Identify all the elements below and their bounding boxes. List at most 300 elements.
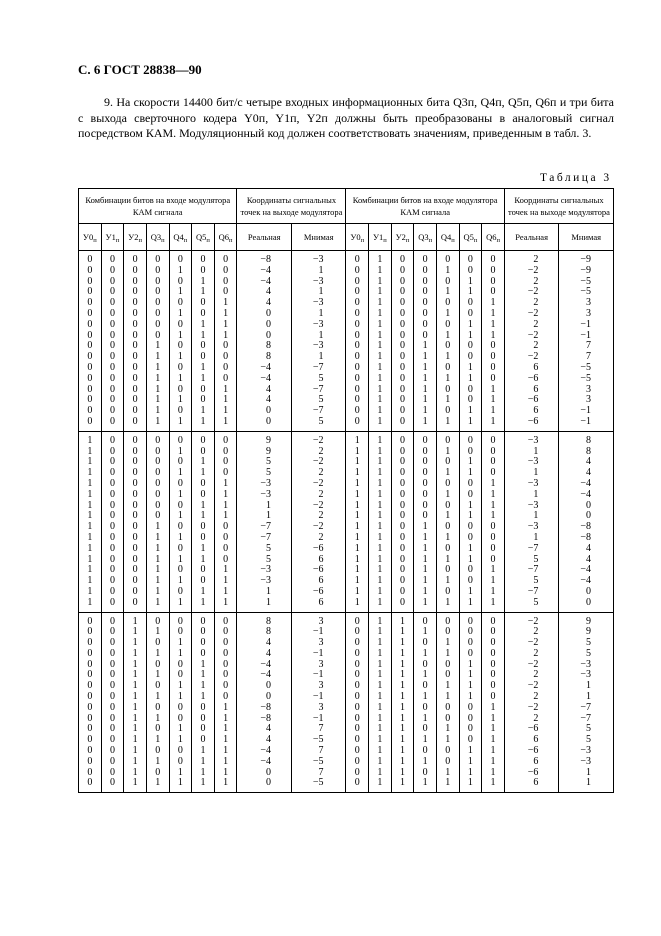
imag-cell: −1 bbox=[559, 406, 614, 417]
bit-cell: 0 bbox=[79, 395, 102, 406]
bit-cell: 1 bbox=[369, 309, 392, 320]
bit-cell: 1 bbox=[346, 468, 369, 479]
bit-cell: 0 bbox=[124, 533, 147, 544]
bit-cell: 1 bbox=[214, 331, 237, 342]
imag-cell: 1 bbox=[291, 266, 346, 277]
table-row bbox=[79, 598, 614, 612]
real-cell: −4 bbox=[237, 363, 292, 374]
bit-cell: 1 bbox=[79, 522, 102, 533]
bit-cell: 1 bbox=[192, 746, 215, 757]
bit-cell: 1 bbox=[214, 735, 237, 746]
bit-cell: 1 bbox=[414, 565, 437, 576]
bit-cell: 0 bbox=[146, 681, 169, 692]
bit-cell: 0 bbox=[391, 277, 414, 288]
bit-cell: 0 bbox=[414, 638, 437, 649]
bit-cell: 1 bbox=[436, 724, 459, 735]
real-cell: 9 bbox=[237, 447, 292, 458]
bit-cell: 0 bbox=[391, 341, 414, 352]
bit-cell: 1 bbox=[414, 555, 437, 566]
imag-cell: −1 bbox=[291, 714, 346, 725]
bit-cell: 0 bbox=[391, 385, 414, 396]
imag-cell: 2 bbox=[291, 533, 346, 544]
bit-cell: 0 bbox=[169, 670, 192, 681]
bit-cell: 1 bbox=[482, 395, 505, 406]
bit-cell: 1 bbox=[192, 406, 215, 417]
real-cell: 5 bbox=[237, 457, 292, 468]
table-row bbox=[79, 266, 614, 277]
bit-cell: 0 bbox=[346, 320, 369, 331]
bit-cell: 0 bbox=[414, 266, 437, 277]
bit-cell: 1 bbox=[436, 638, 459, 649]
real-cell: 4 bbox=[237, 287, 292, 298]
bit-cell: 1 bbox=[391, 681, 414, 692]
bit-cell: 0 bbox=[79, 778, 102, 792]
bit-cell: 1 bbox=[414, 587, 437, 598]
table-row bbox=[79, 544, 614, 555]
table-row bbox=[79, 320, 614, 331]
bit-cell: 0 bbox=[79, 385, 102, 396]
imag-cell: 2 bbox=[291, 511, 346, 522]
bit-cell: 1 bbox=[414, 627, 437, 638]
table-row bbox=[79, 417, 614, 431]
bit-cell: 1 bbox=[346, 511, 369, 522]
bit-cell: 0 bbox=[459, 638, 482, 649]
real-cell: −2 bbox=[504, 266, 559, 277]
imag-cell: 4 bbox=[559, 468, 614, 479]
bit-cell: 0 bbox=[414, 490, 437, 501]
bit-cell: 0 bbox=[101, 703, 124, 714]
real-cell: −2 bbox=[504, 638, 559, 649]
bit-cell: 0 bbox=[482, 649, 505, 660]
bit-cell: 1 bbox=[369, 555, 392, 566]
bit-cell: 1 bbox=[192, 692, 215, 703]
bit-cell: 0 bbox=[169, 251, 192, 266]
bit-cell: 0 bbox=[79, 341, 102, 352]
bit-cell: 1 bbox=[146, 649, 169, 660]
bit-cell: 1 bbox=[146, 363, 169, 374]
bit-cell: 1 bbox=[214, 746, 237, 757]
real-cell: −3 bbox=[504, 431, 559, 446]
bit-col-header-left-4: $Q4_п$ bbox=[169, 224, 192, 251]
bit-cell: 1 bbox=[146, 406, 169, 417]
bit-cell: 0 bbox=[391, 598, 414, 612]
bit-cell: 1 bbox=[214, 757, 237, 768]
bit-cell: 0 bbox=[391, 374, 414, 385]
bit-cell: 1 bbox=[391, 638, 414, 649]
bit-cell: 1 bbox=[482, 587, 505, 598]
bit-cell: 1 bbox=[369, 612, 392, 627]
bit-cell: 0 bbox=[101, 447, 124, 458]
imag-cell: 3 bbox=[559, 395, 614, 406]
bit-cell: 0 bbox=[79, 266, 102, 277]
real-cell: 5 bbox=[237, 468, 292, 479]
bit-cell: 0 bbox=[124, 395, 147, 406]
bit-cell: 0 bbox=[79, 374, 102, 385]
bit-cell: 0 bbox=[391, 522, 414, 533]
bit-cell: 0 bbox=[146, 638, 169, 649]
bit-cell: 1 bbox=[391, 692, 414, 703]
imag-cell: −2 bbox=[291, 457, 346, 468]
bit-cell: 1 bbox=[369, 385, 392, 396]
bit-cell: 0 bbox=[436, 627, 459, 638]
table-row bbox=[79, 431, 614, 446]
bit-cell: 1 bbox=[346, 576, 369, 587]
bit-cell: 0 bbox=[192, 714, 215, 725]
bit-cell: 1 bbox=[391, 714, 414, 725]
real-cell: 6 bbox=[504, 363, 559, 374]
bit-cell: 1 bbox=[369, 768, 392, 779]
real-cell: −3 bbox=[504, 457, 559, 468]
bit-cell: 1 bbox=[414, 649, 437, 660]
real-cell: 4 bbox=[237, 385, 292, 396]
imag-cell: 5 bbox=[559, 638, 614, 649]
imag-cell: 3 bbox=[291, 660, 346, 671]
bit-cell: 0 bbox=[482, 555, 505, 566]
bit-cell: 0 bbox=[192, 395, 215, 406]
bit-col-header-right-5: $Q5_п$ bbox=[459, 224, 482, 251]
bit-cell: 1 bbox=[124, 660, 147, 671]
bit-cell: 0 bbox=[146, 457, 169, 468]
bit-cell: 0 bbox=[436, 457, 459, 468]
qam-table bbox=[78, 188, 614, 793]
bit-cell: 1 bbox=[436, 287, 459, 298]
bit-cell: 0 bbox=[436, 431, 459, 446]
imag-cell: 6 bbox=[291, 576, 346, 587]
bit-cell: 1 bbox=[79, 479, 102, 490]
bit-cell: 0 bbox=[146, 277, 169, 288]
imag-cell: −3 bbox=[291, 251, 346, 266]
real-cell: 1 bbox=[237, 587, 292, 598]
page-header: С. 6 ГОСТ 28838—90 bbox=[78, 62, 202, 77]
bit-cell: 0 bbox=[459, 565, 482, 576]
bit-cell: 1 bbox=[369, 277, 392, 288]
bit-cell: 0 bbox=[346, 612, 369, 627]
bit-cell: 0 bbox=[169, 298, 192, 309]
bit-cell: 0 bbox=[124, 341, 147, 352]
real-cell: −8 bbox=[237, 703, 292, 714]
bit-cell: 0 bbox=[146, 501, 169, 512]
bit-cell: 0 bbox=[101, 565, 124, 576]
bit-cell: 1 bbox=[169, 638, 192, 649]
bit-cell: 1 bbox=[214, 298, 237, 309]
bit-cell: 1 bbox=[459, 374, 482, 385]
bit-cell: 1 bbox=[369, 251, 392, 266]
imag-cell: 0 bbox=[559, 511, 614, 522]
bit-cell: 0 bbox=[101, 576, 124, 587]
bit-cell: 1 bbox=[391, 757, 414, 768]
bit-cell: 1 bbox=[214, 587, 237, 598]
real-cell: −6 bbox=[504, 724, 559, 735]
bit-cell: 0 bbox=[214, 692, 237, 703]
coords-header-left: Координаты сигнальных точек на выходе модулятора bbox=[237, 189, 346, 224]
bit-cell: 0 bbox=[79, 757, 102, 768]
bit-cell: 0 bbox=[459, 703, 482, 714]
bit-cell: 0 bbox=[482, 447, 505, 458]
bit-cell: 0 bbox=[124, 598, 147, 612]
imag-cell: −5 bbox=[291, 778, 346, 792]
bit-cell: 0 bbox=[414, 612, 437, 627]
bit-col-header-left-6: $Q6_п$ bbox=[214, 224, 237, 251]
real-cell: 1 bbox=[504, 447, 559, 458]
bit-cell: 0 bbox=[436, 544, 459, 555]
bit-cell: 1 bbox=[214, 320, 237, 331]
real-cell: 1 bbox=[237, 598, 292, 612]
bit-cell: 0 bbox=[79, 331, 102, 342]
bit-cell: 1 bbox=[146, 555, 169, 566]
real-cell: −2 bbox=[504, 681, 559, 692]
bit-cell: 0 bbox=[214, 681, 237, 692]
bits-header-right: Комбинации битов на входе модулятора КАМ сигнала bbox=[346, 189, 504, 224]
bit-cell: 1 bbox=[192, 287, 215, 298]
bit-cell: 1 bbox=[169, 649, 192, 660]
bit-cell: 1 bbox=[214, 395, 237, 406]
bit-cell: 1 bbox=[214, 479, 237, 490]
bit-cell: 1 bbox=[369, 431, 392, 446]
bit-cell: 1 bbox=[169, 417, 192, 431]
bit-cell: 0 bbox=[146, 490, 169, 501]
imag-cell: −5 bbox=[291, 735, 346, 746]
bit-cell: 0 bbox=[346, 746, 369, 757]
bit-cell: 0 bbox=[79, 638, 102, 649]
bit-cell: 1 bbox=[192, 778, 215, 792]
bit-cell: 0 bbox=[459, 522, 482, 533]
bit-cell: 0 bbox=[124, 544, 147, 555]
bit-cell: 0 bbox=[414, 746, 437, 757]
bit-cell: 1 bbox=[369, 681, 392, 692]
bit-cell: 0 bbox=[192, 309, 215, 320]
imag-cell: −2 bbox=[291, 522, 346, 533]
bit-cell: 0 bbox=[169, 406, 192, 417]
imag-cell: −3 bbox=[291, 320, 346, 331]
imag-cell: −4 bbox=[559, 565, 614, 576]
bit-cell: 1 bbox=[124, 692, 147, 703]
bit-cell: 1 bbox=[214, 309, 237, 320]
bit-cell: 1 bbox=[414, 363, 437, 374]
bit-col-header-right-6: $Q6_п$ bbox=[482, 224, 505, 251]
real-cell: 6 bbox=[504, 757, 559, 768]
bit-cell: 1 bbox=[214, 598, 237, 612]
imag-cell: 3 bbox=[559, 298, 614, 309]
bit-cell: 1 bbox=[369, 660, 392, 671]
bit-cell: 1 bbox=[192, 660, 215, 671]
bit-cell: 1 bbox=[146, 385, 169, 396]
bit-cell: 0 bbox=[391, 331, 414, 342]
bit-cell: 1 bbox=[414, 714, 437, 725]
bit-cell: 0 bbox=[79, 352, 102, 363]
bit-cell: 0 bbox=[391, 576, 414, 587]
imag-cell: −1 bbox=[291, 692, 346, 703]
bit-cell: 0 bbox=[101, 479, 124, 490]
bit-cell: 0 bbox=[169, 714, 192, 725]
bit-cell: 1 bbox=[436, 649, 459, 660]
bit-cell: 1 bbox=[391, 649, 414, 660]
bit-cell: 1 bbox=[459, 778, 482, 792]
bit-cell: 1 bbox=[369, 352, 392, 363]
bit-cell: 1 bbox=[414, 692, 437, 703]
bit-cell: 1 bbox=[414, 735, 437, 746]
bit-cell: 0 bbox=[391, 544, 414, 555]
bit-cell: 0 bbox=[124, 417, 147, 431]
imag-cell: 8 bbox=[559, 447, 614, 458]
bit-col-header-left-3: $Q3_п$ bbox=[146, 224, 169, 251]
bit-cell: 0 bbox=[79, 681, 102, 692]
bit-cell: 1 bbox=[414, 598, 437, 612]
imag-cell: 3 bbox=[291, 703, 346, 714]
bit-cell: 1 bbox=[214, 385, 237, 396]
bit-cell: 1 bbox=[459, 587, 482, 598]
imag-cell: −9 bbox=[559, 251, 614, 266]
bit-cell: 1 bbox=[146, 587, 169, 598]
bit-cell: 1 bbox=[192, 501, 215, 512]
bit-cell: 0 bbox=[482, 468, 505, 479]
real-cell: −3 bbox=[504, 479, 559, 490]
bit-cell: 0 bbox=[124, 479, 147, 490]
bit-col-header-right-1: $У1_п$ bbox=[369, 224, 392, 251]
bit-cell: 1 bbox=[79, 533, 102, 544]
bit-cell: 0 bbox=[169, 544, 192, 555]
bit-cell: 1 bbox=[79, 511, 102, 522]
bit-cell: 1 bbox=[436, 417, 459, 431]
bit-cell: 0 bbox=[346, 395, 369, 406]
bit-cell: 0 bbox=[101, 406, 124, 417]
real-cell: −3 bbox=[237, 479, 292, 490]
real-cell: −2 bbox=[504, 309, 559, 320]
bit-cell: 1 bbox=[169, 576, 192, 587]
real-cell: −4 bbox=[237, 670, 292, 681]
bit-cell: 1 bbox=[391, 746, 414, 757]
bit-cell: 0 bbox=[414, 309, 437, 320]
imag-cell: −3 bbox=[291, 277, 346, 288]
real-cell: 6 bbox=[504, 778, 559, 792]
bit-cell: 1 bbox=[169, 309, 192, 320]
real-cell: 5 bbox=[237, 544, 292, 555]
bit-cell: 0 bbox=[436, 406, 459, 417]
bit-cell: 1 bbox=[192, 320, 215, 331]
bit-cell: 0 bbox=[169, 565, 192, 576]
bit-cell: 0 bbox=[214, 266, 237, 277]
bit-cell: 0 bbox=[124, 565, 147, 576]
bit-cell: 0 bbox=[124, 468, 147, 479]
bit-cell: 0 bbox=[482, 533, 505, 544]
bit-cell: 0 bbox=[346, 385, 369, 396]
bit-cell: 0 bbox=[101, 627, 124, 638]
imag-cell: 6 bbox=[291, 555, 346, 566]
bit-cell: 1 bbox=[414, 406, 437, 417]
bit-cell: 1 bbox=[146, 627, 169, 638]
bit-cell: 1 bbox=[79, 468, 102, 479]
bit-col-header-left-0: $У0_п$ bbox=[79, 224, 102, 251]
bit-cell: 0 bbox=[482, 374, 505, 385]
bit-cell: 0 bbox=[346, 757, 369, 768]
bit-cell: 0 bbox=[169, 501, 192, 512]
bit-cell: 1 bbox=[146, 670, 169, 681]
imag-cell: 4 bbox=[559, 457, 614, 468]
bit-cell: 0 bbox=[459, 612, 482, 627]
bit-cell: 1 bbox=[124, 714, 147, 725]
real-cell: 0 bbox=[237, 778, 292, 792]
bit-cell: 0 bbox=[482, 692, 505, 703]
bit-cell: 0 bbox=[436, 320, 459, 331]
imag-cell: 2 bbox=[291, 447, 346, 458]
bit-cell: 1 bbox=[124, 735, 147, 746]
bit-cell: 0 bbox=[414, 251, 437, 266]
bit-cell: 0 bbox=[124, 447, 147, 458]
bit-cell: 1 bbox=[436, 395, 459, 406]
bit-cell: 1 bbox=[346, 522, 369, 533]
bit-cell: 1 bbox=[369, 406, 392, 417]
bit-cell: 1 bbox=[391, 627, 414, 638]
bit-cell: 0 bbox=[459, 576, 482, 587]
real-cell: −6 bbox=[504, 395, 559, 406]
bit-cell: 0 bbox=[391, 309, 414, 320]
bit-cell: 0 bbox=[391, 447, 414, 458]
bit-cell: 1 bbox=[169, 287, 192, 298]
bit-cell: 1 bbox=[346, 490, 369, 501]
bit-cell: 1 bbox=[414, 522, 437, 533]
bit-cell: 0 bbox=[101, 638, 124, 649]
real-cell: −2 bbox=[504, 287, 559, 298]
bit-cell: 0 bbox=[214, 287, 237, 298]
bit-cell: 1 bbox=[414, 417, 437, 431]
bit-cell: 1 bbox=[214, 417, 237, 431]
bit-cell: 0 bbox=[391, 479, 414, 490]
bit-cell: 0 bbox=[169, 660, 192, 671]
bit-cell: 1 bbox=[346, 431, 369, 446]
bit-cell: 0 bbox=[214, 352, 237, 363]
bit-cell: 0 bbox=[169, 341, 192, 352]
bit-cell: 1 bbox=[169, 374, 192, 385]
bit-cell: 0 bbox=[79, 406, 102, 417]
bit-cell: 1 bbox=[459, 692, 482, 703]
imag-cell: −1 bbox=[291, 627, 346, 638]
bit-cell: 1 bbox=[436, 352, 459, 363]
bit-cell: 0 bbox=[169, 522, 192, 533]
bit-cell: 0 bbox=[101, 649, 124, 660]
bit-cell: 0 bbox=[214, 544, 237, 555]
bit-cell: 0 bbox=[414, 703, 437, 714]
bit-cell: 0 bbox=[192, 341, 215, 352]
bit-cell: 0 bbox=[101, 385, 124, 396]
bit-cell: 0 bbox=[346, 266, 369, 277]
section-9-paragraph: 9. На скорости 14400 бит/с четыре входных информационных бита Q3п, Q4п, Q5п, Q6п и три бита с выхода сверточного кодера Y0п, Y1п, Y2п должны быть преобразованы в аналоговый сигнал посредством КАМ. Модуляционный код должен соответствовать значениям, приведенным в табл. 3. bbox=[78, 95, 614, 140]
bit-cell: 0 bbox=[214, 649, 237, 660]
bit-cell: 1 bbox=[482, 385, 505, 396]
bit-cell: 1 bbox=[124, 746, 147, 757]
bit-cell: 0 bbox=[346, 331, 369, 342]
bit-cell: 0 bbox=[192, 352, 215, 363]
bit-cell: 0 bbox=[124, 266, 147, 277]
imag-cell: −7 bbox=[291, 363, 346, 374]
real-cell: −4 bbox=[237, 266, 292, 277]
bit-cell: 1 bbox=[192, 363, 215, 374]
bit-cell: 0 bbox=[101, 395, 124, 406]
real-cell: 4 bbox=[237, 649, 292, 660]
real-col-header-left: Реальная bbox=[237, 224, 292, 251]
real-cell: −6 bbox=[504, 768, 559, 779]
real-cell: 8 bbox=[237, 627, 292, 638]
bit-cell: 0 bbox=[414, 724, 437, 735]
bit-cell: 1 bbox=[369, 417, 392, 431]
bit-cell: 1 bbox=[436, 533, 459, 544]
imag-cell: −7 bbox=[291, 385, 346, 396]
bit-cell: 0 bbox=[192, 431, 215, 446]
bit-cell: 1 bbox=[369, 778, 392, 792]
bit-cell: 0 bbox=[436, 363, 459, 374]
bit-cell: 1 bbox=[192, 511, 215, 522]
real-cell: −2 bbox=[504, 331, 559, 342]
bit-cell: 0 bbox=[436, 501, 459, 512]
real-cell: −8 bbox=[237, 714, 292, 725]
